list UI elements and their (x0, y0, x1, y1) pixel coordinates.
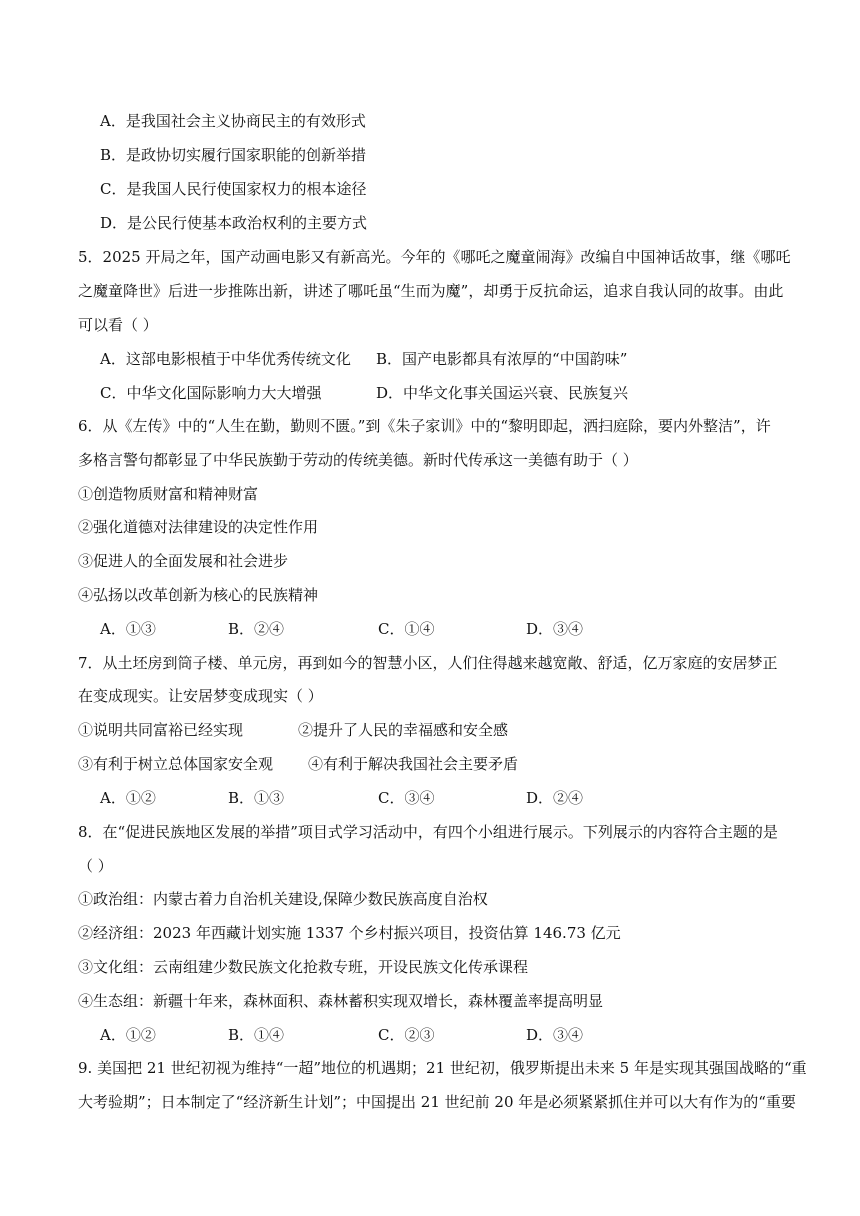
q6-option-c: C．①④ (378, 620, 435, 638)
q6-option-d: D．③④ (526, 620, 584, 638)
q7-statement-3: ③有利于树立总体国家安全观 (78, 755, 274, 773)
q5-options-row1 (100, 349, 627, 369)
q8-option-b: B．①④ (228, 1026, 285, 1044)
q7-statement-1: ①说明共同富裕已经实现 (78, 721, 244, 739)
q7-options (100, 788, 583, 808)
q8-statement-2: ②经济组：2023 年西藏计划实施 1337 个乡村振兴项目，投资估算 146.73 亿元 (78, 924, 621, 942)
q7-option-b: B．①③ (228, 789, 285, 807)
q6-option-a: A．①③ (100, 620, 156, 638)
q7-stem-line2: 在变成现实。让安居梦变成现实（ ） (78, 687, 323, 705)
q4-option-c: C．是我国人民行使国家权力的根本途径 (100, 180, 367, 198)
q6-statement-3: ③促进人的全面发展和社会进步 (78, 552, 289, 570)
q7-option-d: D．②④ (526, 789, 584, 807)
q8-option-c: C．②③ (378, 1026, 435, 1044)
q6-statement-4: ④弘扬以改革创新为核心的民族精神 (78, 586, 319, 604)
q4-option-d: D．是公民行使基本政治权利的主要方式 (100, 214, 368, 232)
q5-option-d: D．中华文化事关国运兴衰、民族复兴 (376, 384, 629, 402)
q8-stem-line1: 8．在“促进民族地区发展的举措”项目式学习活动中，有四个小组进行展示。下列展示的内容符合主题的是 (78, 823, 778, 841)
q6-stem-line2: 多格言警句都彰显了中华民族勤于劳动的传统美德。新时代传承这一美德有助于（ ） (78, 451, 638, 469)
q7-statement-2: ②提升了人民的幸福感和安全感 (298, 721, 509, 739)
q6-statement-1: ①创造物质财富和精神财富 (78, 485, 259, 503)
q6-stem-line1: 6．从《左传》中的“人生在勤，勤则不匮。”到《朱子家训》中的“黎明即起，洒扫庭除，要内外整洁”，许 (78, 417, 771, 435)
q6-option-b: B．②④ (228, 620, 285, 638)
q4-option-b: B．是政协切实履行国家职能的创新举措 (100, 146, 367, 164)
q9-stem-line2: 大考验期”；日本制定了“经济新生计划”；中国提出 21 世纪前 20 年是必须紧紧抓住并可以大有作为的“重要 (78, 1093, 796, 1111)
q5-stem-line2: 之魔童降世》后进一步推陈出新，讲述了哪吒虽“生而为魔”，却勇于反抗命运，追求自我认同的故事。由此 (78, 282, 784, 300)
q5-option-b: B．国产电影都具有浓厚的“中国韵味” (376, 350, 628, 368)
q8-stem-line2: （ ） (78, 857, 113, 875)
q5-options-row2 (100, 383, 628, 403)
q5-option-c: C．中华文化国际影响力大大增强 (100, 384, 322, 402)
q9-stem-line1: 9. 美国把 21 世纪初视为维持“一超”地位的机遇期；21 世纪初，俄罗斯提出未来 5 年是实现其强国战略的“重 (78, 1059, 807, 1077)
q7-statements-row1 (78, 720, 508, 740)
q7-option-a: A．①② (100, 789, 156, 807)
q8-statement-4: ④生态组：新疆十年来，森林面积、森林蓄积实现双增长，森林覆盖率提高明显 (78, 992, 604, 1010)
q7-option-c: C．③④ (378, 789, 435, 807)
q7-stem-line1: 7．从土坯房到筒子楼、单元房，再到如今的智慧小区，人们住得越来越宽敞、舒适，亿万家庭的安居梦正 (78, 654, 778, 672)
q7-statements-row2 (78, 754, 518, 774)
q5-option-a: A．这部电影根植于中华优秀传统文化 (100, 350, 351, 368)
q8-options (100, 1025, 583, 1045)
q6-options (100, 619, 583, 639)
q5-stem-line1: 5．2025 开局之年，国产动画电影又有新高光。今年的《哪吒之魔童闹海》改编自中国神话故事，继《哪吒 (78, 248, 791, 266)
q8-option-a: A．①② (100, 1026, 156, 1044)
q8-statement-1: ①政治组：内蒙古着力自治机关建设,保障少数民族高度自治权 (78, 890, 488, 908)
q4-option-a: A．是我国社会主义协商民主的有效形式 (100, 112, 366, 130)
q8-option-d: D．③④ (526, 1026, 584, 1044)
q5-stem-line3: 可以看（ ） (78, 316, 158, 334)
q8-statement-3: ③文化组：云南组建少数民族文化抢救专班，开设民族文化传承课程 (78, 958, 529, 976)
q7-statement-4: ④有利于解决我国社会主要矛盾 (308, 755, 519, 773)
q6-statement-2: ②强化道德对法律建设的决定性作用 (78, 518, 319, 536)
